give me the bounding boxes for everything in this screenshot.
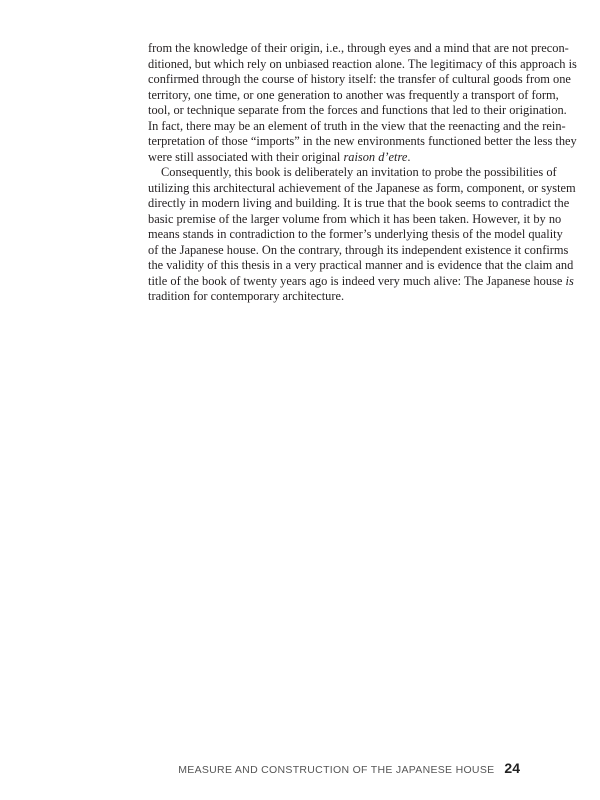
text-run: . [407, 149, 411, 164]
text-line: of the Japanese house. On the contrary, through its independent existence it confirms [148, 242, 569, 257]
text-line: Consequently, this book is deliberately an invitation to probe the possibilities of [161, 165, 557, 179]
page-number: 24 [504, 760, 520, 776]
text-line: terpretation of those “imports” in the new environments functioned better the less they [148, 134, 577, 148]
text-line: directly in modern living and building. It is true that the book seems to contradict the [148, 196, 570, 210]
italic-term: is [565, 273, 574, 288]
text-line: utilizing this architectural achievement of the Japanese as form, component, or system [148, 180, 576, 195]
text-line [148, 273, 574, 290]
paragraph-2 [148, 165, 576, 305]
text-line: tradition for contemporary architecture. [148, 289, 345, 303]
text-line: territory, one time, or one generation to another was frequently a transport of form, [148, 87, 559, 102]
text-line: from the knowledge of their origin, i.e., through eyes and a mind that are not precon- [148, 41, 569, 55]
paragraph-1 [148, 41, 577, 165]
text-line: basic premise of the larger volume from which it has been taken. However, it by no [148, 211, 562, 226]
text-line: tool, or technique separate from the forces and functions that led to their origination. [148, 103, 567, 117]
text-line: In fact, there may be an element of truth in the view that the reenacting and the rein- [148, 118, 566, 133]
page-footer [178, 760, 520, 776]
italic-term: raison d’etre [343, 149, 408, 164]
text-line: means stands in contradiction to the former’s underlying thesis of the model quality [148, 227, 563, 241]
text-line [148, 150, 514, 166]
running-title: MEASURE AND CONSTRUCTION OF THE JAPANESE HOUSE [178, 764, 495, 776]
text-run: title of the book of twenty years ago is indeed very much alive: The Japanese house [148, 273, 566, 288]
text-line: confirmed through the course of history itself: the transfer of cultural goods from one [148, 72, 571, 86]
body-text [148, 41, 577, 305]
text-run: were still associated with their original [148, 149, 344, 164]
text-line: the validity of this thesis in a very practical manner and is evidence that the claim and [148, 258, 574, 272]
text-line: ditioned, but which rely on unbiased reaction alone. The legitimacy of this approach is [148, 56, 577, 71]
